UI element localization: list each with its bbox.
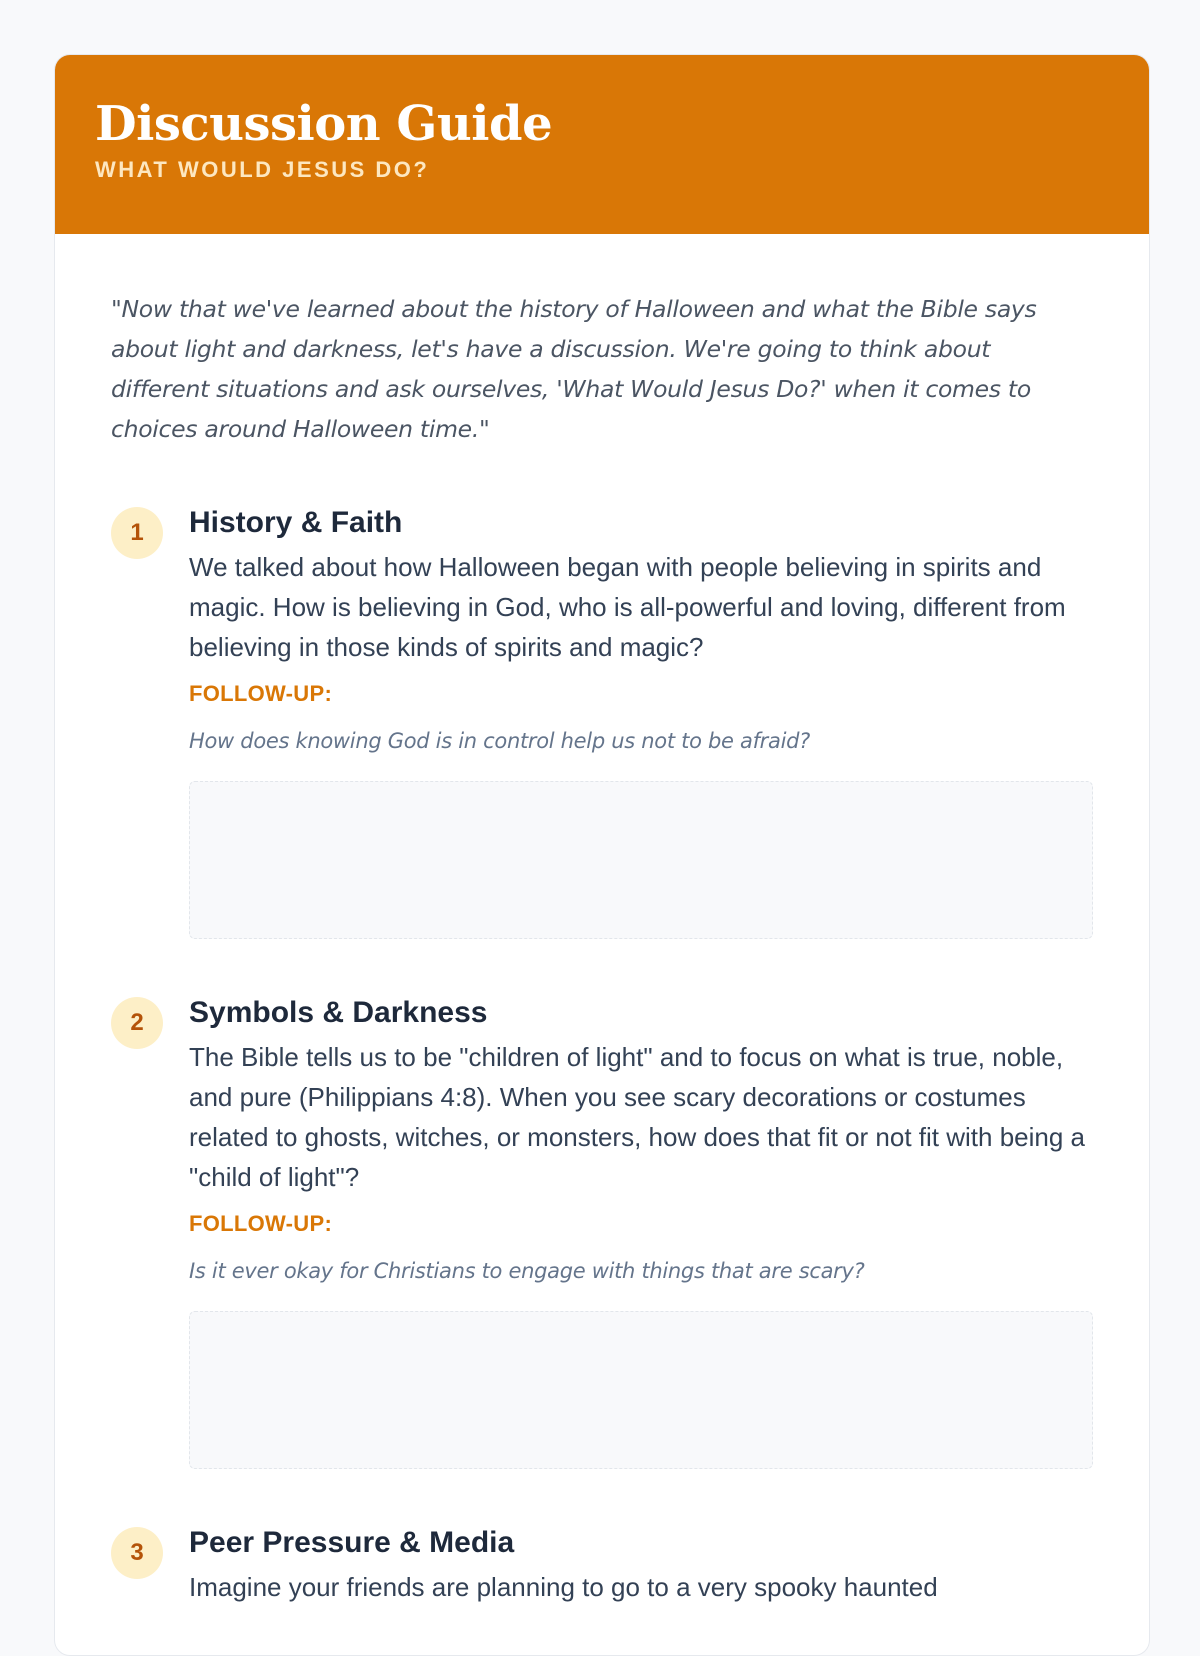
followup-question: Is it ever okay for Christians to engage with things that are scary? [189,1259,865,1283]
question-number-badge: 3 [111,1527,163,1579]
page-subtitle: WHAT WOULD JESUS DO? [95,157,430,182]
question-number-badge: 2 [111,997,163,1049]
question-title: History & Faith [189,506,403,539]
question-3 [111,1523,1095,1607]
question-number-badge: 1 [111,507,163,559]
followup-label: FOLLOW-UP: [189,1211,333,1236]
question-title: Symbols & Darkness [189,996,488,1029]
question-text: The Bible tells us to be "children of light" and to focus on what is true, noble, and pure (Philippians 4:8). When you see scary decorations or costumes related to ghosts, witches, or monsters, how does that fit or not fit with being a "child of light"? [189,1042,1086,1192]
question-2 [111,993,1095,1469]
answer-input-area[interactable] [189,781,1093,939]
followup-label: FOLLOW-UP: [189,681,333,706]
discussion-guide-card [54,54,1150,1656]
answer-input-area[interactable] [189,1311,1093,1469]
intro-quote: "Now that we've learned about the history of Halloween and what the Bible says about light and darkness, let's have a discussion. We're going to think about different situations and ask ourselves, 'What Would Jesus Do?' when it comes to choices around Halloween time." [111,295,1037,443]
page-title: Discussion Guide [95,96,553,152]
guide-header [55,55,1149,234]
question-text: We talked about how Halloween began with people believing in spirits and magic. How is believing in God, who is all-powerful and loving, different from believing in those kinds of spirits and magic? [189,552,1066,662]
question-1 [111,503,1095,939]
guide-body [55,234,1149,1607]
question-title: Peer Pressure & Media [189,1526,515,1559]
question-text: Imagine your friends are planning to go to a very spooky haunted [189,1572,938,1602]
followup-question: How does knowing God is in control help us not to be afraid? [189,729,810,753]
